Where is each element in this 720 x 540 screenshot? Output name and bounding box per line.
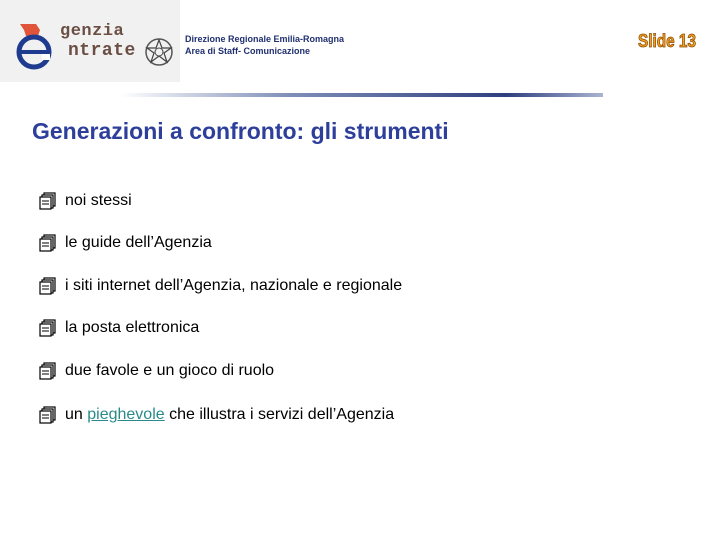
notepad-icon	[39, 319, 56, 337]
slide-title: Generazioni a confronto: gli strumenti	[32, 118, 449, 144]
bullet-text: due favole e un gioco di ruolo	[65, 362, 275, 379]
logo-text-line1: genzia	[60, 22, 125, 41]
notepad-icon	[39, 406, 56, 424]
bullet-text: noi stessi	[65, 192, 132, 209]
agency-logo	[12, 14, 182, 74]
department-name: Direzione Regionale Emilia-Romagna	[185, 34, 345, 44]
bullet-text-after: che illustra i servizi dell’Agenzia	[164, 406, 395, 423]
slide-number-text: Slide 13	[638, 31, 696, 51]
bullet-text: le guide dell’Agenzia	[65, 234, 212, 251]
notepad-icon	[39, 234, 56, 252]
logo-e-mark	[12, 16, 60, 70]
bullet-text: i siti internet dell’Agenzia, nazionale e regionale	[65, 277, 403, 294]
bullet-text-before: un	[65, 406, 88, 423]
notepad-icon	[39, 277, 56, 295]
bullet-item	[39, 358, 274, 384]
bullet-text	[65, 406, 394, 424]
logo-text-line2: ntrate	[68, 41, 136, 61]
notepad-icon	[39, 192, 56, 210]
bullet-item	[39, 230, 212, 256]
department-area: Area di Staff- Comunicazione	[185, 46, 311, 56]
bullet-item	[39, 402, 394, 428]
bullet-text: la posta elettronica	[65, 319, 200, 336]
bullet-item	[39, 315, 199, 341]
notepad-icon	[39, 362, 56, 380]
slide-number-badge	[636, 28, 698, 52]
pieghevole-link[interactable]: pieghevole	[87, 406, 165, 423]
header-divider	[120, 93, 603, 97]
bullet-item	[39, 188, 132, 214]
bullet-item	[39, 273, 402, 299]
department-label	[185, 33, 344, 57]
emblem-icon	[144, 34, 174, 70]
